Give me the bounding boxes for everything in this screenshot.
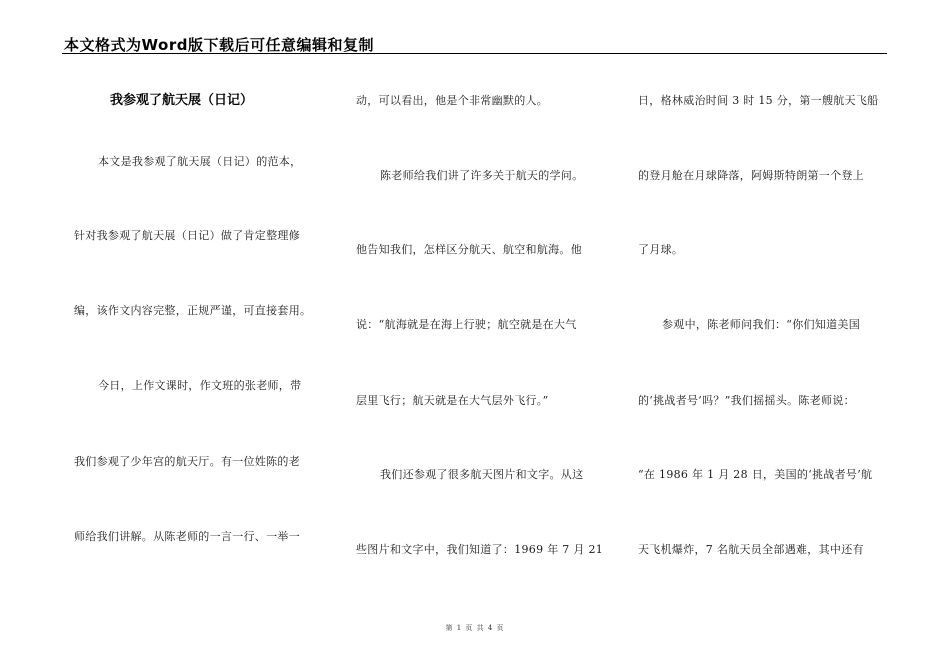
- text-line: 的登月舱在月球降落，阿姆斯特朗第一个登上: [638, 169, 864, 182]
- text-line: 些图片和文字中，我们知道了：1969 年 7 月 21: [356, 543, 604, 556]
- text-line: 的‘挑战者号’吗？”我们摇摇头。陈老师说：: [638, 394, 855, 407]
- text-line: 针对我参观了航天展（日记）做了肯定整理修: [74, 229, 300, 242]
- text-line: 我们还参观了很多航天图片和文字。从这: [380, 468, 584, 481]
- page-title: 我参观了航天展（日记）: [110, 93, 254, 108]
- document-header: 本文格式为Word版下载后可任意编辑和复制: [64, 36, 374, 54]
- text-line: 参观中，陈老师问我们：“你们知道美国: [662, 318, 861, 331]
- text-column-1: [74, 0, 322, 672]
- text-line: 层里飞行；航天就是在大气层外飞行。”: [356, 394, 549, 407]
- text-line: “在 1986 年 1 月 28 日，美国的‘挑战者号’航: [638, 468, 873, 481]
- text-line: 天飞机爆炸，7 名航天员全部遇难，其中还有: [638, 543, 864, 556]
- text-line: 我们参观了少年宫的航天厅。有一位姓陈的老: [74, 455, 300, 468]
- text-line: 动，可以看出，他是个非常幽默的人。: [356, 94, 549, 107]
- text-line: 日，格林威治时间 3 时 15 分，第一艘航天飞船: [638, 94, 879, 107]
- text-line: 师给我们讲解。从陈老师的一言一行、一举一: [74, 530, 300, 543]
- page-number: 第 1 页 共 4 页: [445, 624, 505, 632]
- text-line: 编，该作文内容完整，正规严谨，可直接套用。: [74, 304, 312, 317]
- text-column-3: [638, 0, 886, 672]
- text-line: 了月球。: [638, 243, 684, 256]
- text-line: 说：“航海就是在海上行驶；航空就是在大气: [356, 318, 577, 331]
- text-line: 今日，上作文课时，作文班的张老师，带: [98, 379, 302, 392]
- text-line: 他告知我们，怎样区分航天、航空和航海。他: [356, 243, 582, 256]
- text-column-2: [356, 0, 604, 672]
- text-line: 陈老师给我们讲了许多关于航天的学问。: [380, 169, 584, 182]
- text-line: 本文是我参观了航天展（日记）的范本，: [98, 155, 302, 168]
